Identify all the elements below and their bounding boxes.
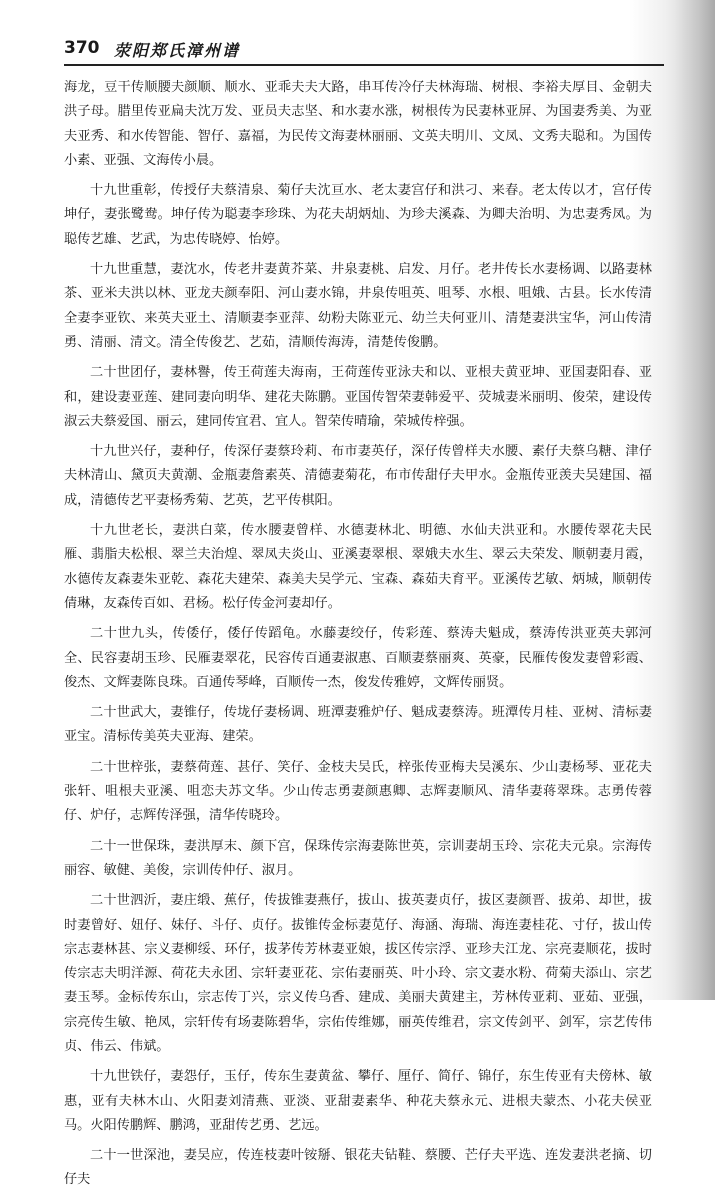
paragraph-shenchi: 二十一世深池，妻吴应，传连枝妻叶铵掰、银花夫钻鞋、蔡腰、芒仔夫平选、连发妻洪老摘、切仔夫 (64, 1148, 652, 1188)
paragraph-tiezai: 十九世铁仔，妻怨仔，玉仔，传东生妻黄盆、攀仔、厘仔、简仔、锦仔，东生传亚有夫傍林、敏惠，亚有夫林木山、火阳妻刘清燕、亚淡、亚甜妻素华、种花夫蔡永元、进根夫蒙杰、小花夫侯亚马。火阳传鹏辉、鹏鸿，亚甜传艺勇、艺远。 (64, 1069, 652, 1133)
paragraph-laochang: 十九世老长，妻洪白菜，传水腰妻曾样、水德妻林北、明德、水仙夫洪亚和。水腰传翠花夫民雁、翡脂夫松根、翠兰夫治煌、翠凤夫炎山、亚溪妻翠根、翠娥夫水生、翠云夫荣发、顺朝妻月霞，水德传友森妻朱亚乾、森花夫建荣、森美夫吴学元、宝森、森茹夫育平。亚溪传艺敏、炳城，顺朝传倩琳，友森传百如、君杨。松仔传金河妻却仔。 (64, 523, 652, 611)
paragraph-continuation: 海龙，豆干传顺腰夫颜顺、顺水、亚乖夫夫大路，串耳传冷仔夫林海瑞、树根、李裕夫厚目、金朝夫洪子母。腊里传亚扁夫沈万发、亚员夫志坚、和水妻水涨，树根传为民妻林亚屏、为国妻秀美、为亚夫亚秀、和水传智能、智仔、嘉福，为民传文海妻林丽丽、文英夫明川、文凤、文秀夫聪和。为国传小素、亚强、文海传小晨。 (64, 80, 652, 168)
paragraph-zhonghui: 十九世重慧，妻沈水，传老井妻黄芥菜、井泉妻桃、启发、月仔。老井传长水妻杨调、以路妻林茶、亚米夫洪以林、亚龙夫颜奉阳、河山妻水锦，井泉传咀英、咀琴、水根、咀娥、古县。长水传清全妻李亚钦、来英夫亚土、清顺妻李亚萍、幼粉夫陈亚元、幼兰夫何亚川、清楚妻洪宝华，河山传清勇、清丽、清文。清全传俊艺、艺茹，清顺传海涛，清楚传俊鹏。 (64, 262, 652, 350)
paragraph-xingzai: 十九世兴仔，妻种仔，传深仔妻蔡玲莉、布市妻英仔，深仔传曾样夫水腰、素仔夫蔡乌糖、津仔夫林清山、黛页夫黄潮、金瓶妻詹素英、清德妻菊花，布市传甜仔夫甲水。金瓶传亚羡夫吴建国、福成，清德传艺平妻杨秀菊、艺英，艺平传棋阳。 (64, 444, 652, 508)
page-number: 370 (64, 38, 100, 58)
paragraph-baozhu: 二十一世保珠，妻洪厚末、颜下宫，保珠传宗海妻陈世英，宗训妻胡玉玲、宗花夫元泉。宗海传丽容、敏健、美俊，宗训传仲仔、淑月。 (64, 838, 652, 878)
body-text (64, 76, 652, 1188)
page-edge-shadow (675, 0, 715, 1000)
paragraph-wuda: 二十世武大，妻锥仔，传垅仔妻杨调、班潭妻雅炉仔、魁成妻蔡涛。班潭传月桂、亚树、清标妻亚宝。清标传美英夫亚海、建荣。 (64, 705, 652, 745)
paragraph-jiutou: 二十世九头，传倭仔，倭仔传蹈龟。水藤妻绞仔，传彩莲、蔡涛夫魁成，蔡涛传洪亚英夫郭河全、民容妻胡玉珍、民雁妻翠花，民容传百通妻淑惠、百顺妻蔡丽爽、英豪，民雁传俊发妻曾彩霞、俊杰、文辉妻陈良珠。百通传琴峰，百顺传一杰，俊发传雅婷，文辉传丽贤。 (64, 626, 652, 690)
paragraph-zizhang: 二十世梓张，妻蔡荷莲、甚仔、笑仔、金枝夫吴氏，梓张传亚梅夫吴溪东、少山妻杨琴、亚花夫张轩、咀根夫亚溪、咀恋夫苏文华。少山传志勇妻颜惠卿、志辉妻顺风、清华妻蒋翠珠。志勇传蓉仔、炉仔，志辉传泽强，清华传晓玲。 (64, 759, 652, 824)
book-title: 荥阳郑氏漳州谱 (114, 41, 241, 60)
paragraph-tuanzai: 二十世团仔，妻林譽，传王荷莲夫海南，王荷莲传亚泳夫和以、亚根夫黄亚坤、亚国妻阳春、亚和，建设妻亚莲、建同妻向明华、建花夫陈鹏。亚国传智荣妻韩爱平、荧城妻米丽明、俊荣，建设传淑云夫蔡爱国、丽云，建同传宜君、宜人。智荣传晴瑜，荣城传梓强。 (64, 365, 652, 429)
page-header (64, 34, 664, 68)
paragraph-shizhang: 十九世重彰，传授仔夫蔡清泉、菊仔夫沈亘水、老太妻宫仔和洪刁、来春。老太传以才，宫仔传坤仔，妻张鹭鸯。坤仔传为聪妻李珍珠、为花夫胡炳灿、为珍夫溪森、为卿夫治明、为忠妻秀凤。为聪传艺雄、艺武，为忠传晓婷、怡婷。 (64, 183, 652, 247)
paragraph-siyi: 二十世泗沂，妻庄缎、蕉仔，传拔锥妻燕仔，拔山、拔英妻贞仔，拔区妻颜晋、拔弟、却世，拔时妻曾好、妞仔、妹仔、斗仔、贞仔。拔锥传金标妻苋仔、海涵、海瑞、海连妻桂花、寸仔，拔山传宗志妻林甚、宗义妻柳绥、环仔，拔茅传芳林妻亚娘，拔区传宗浮、亚珍夫江龙、宗亮妻顺花，拔时传宗志夫明洋源、荷花夫永团、宗轩妻亚花、宗佑妻丽英、叶小玲、宗文妻水粉、荷菊夫添山、宗艺妻玉琴。金标传东山，宗志传丁兴，宗义传乌香、建成、美丽夫黄建主，芳林传亚莉、亚茹、亚强，宗亮传生敏、艳凤，宗轩传有场妻陈碧华，宗佑传维娜，丽英传维君，宗文传剑平、剑军，宗艺传伟贞、伟云、伟斌。 (64, 893, 652, 1054)
header-rule (64, 64, 664, 66)
